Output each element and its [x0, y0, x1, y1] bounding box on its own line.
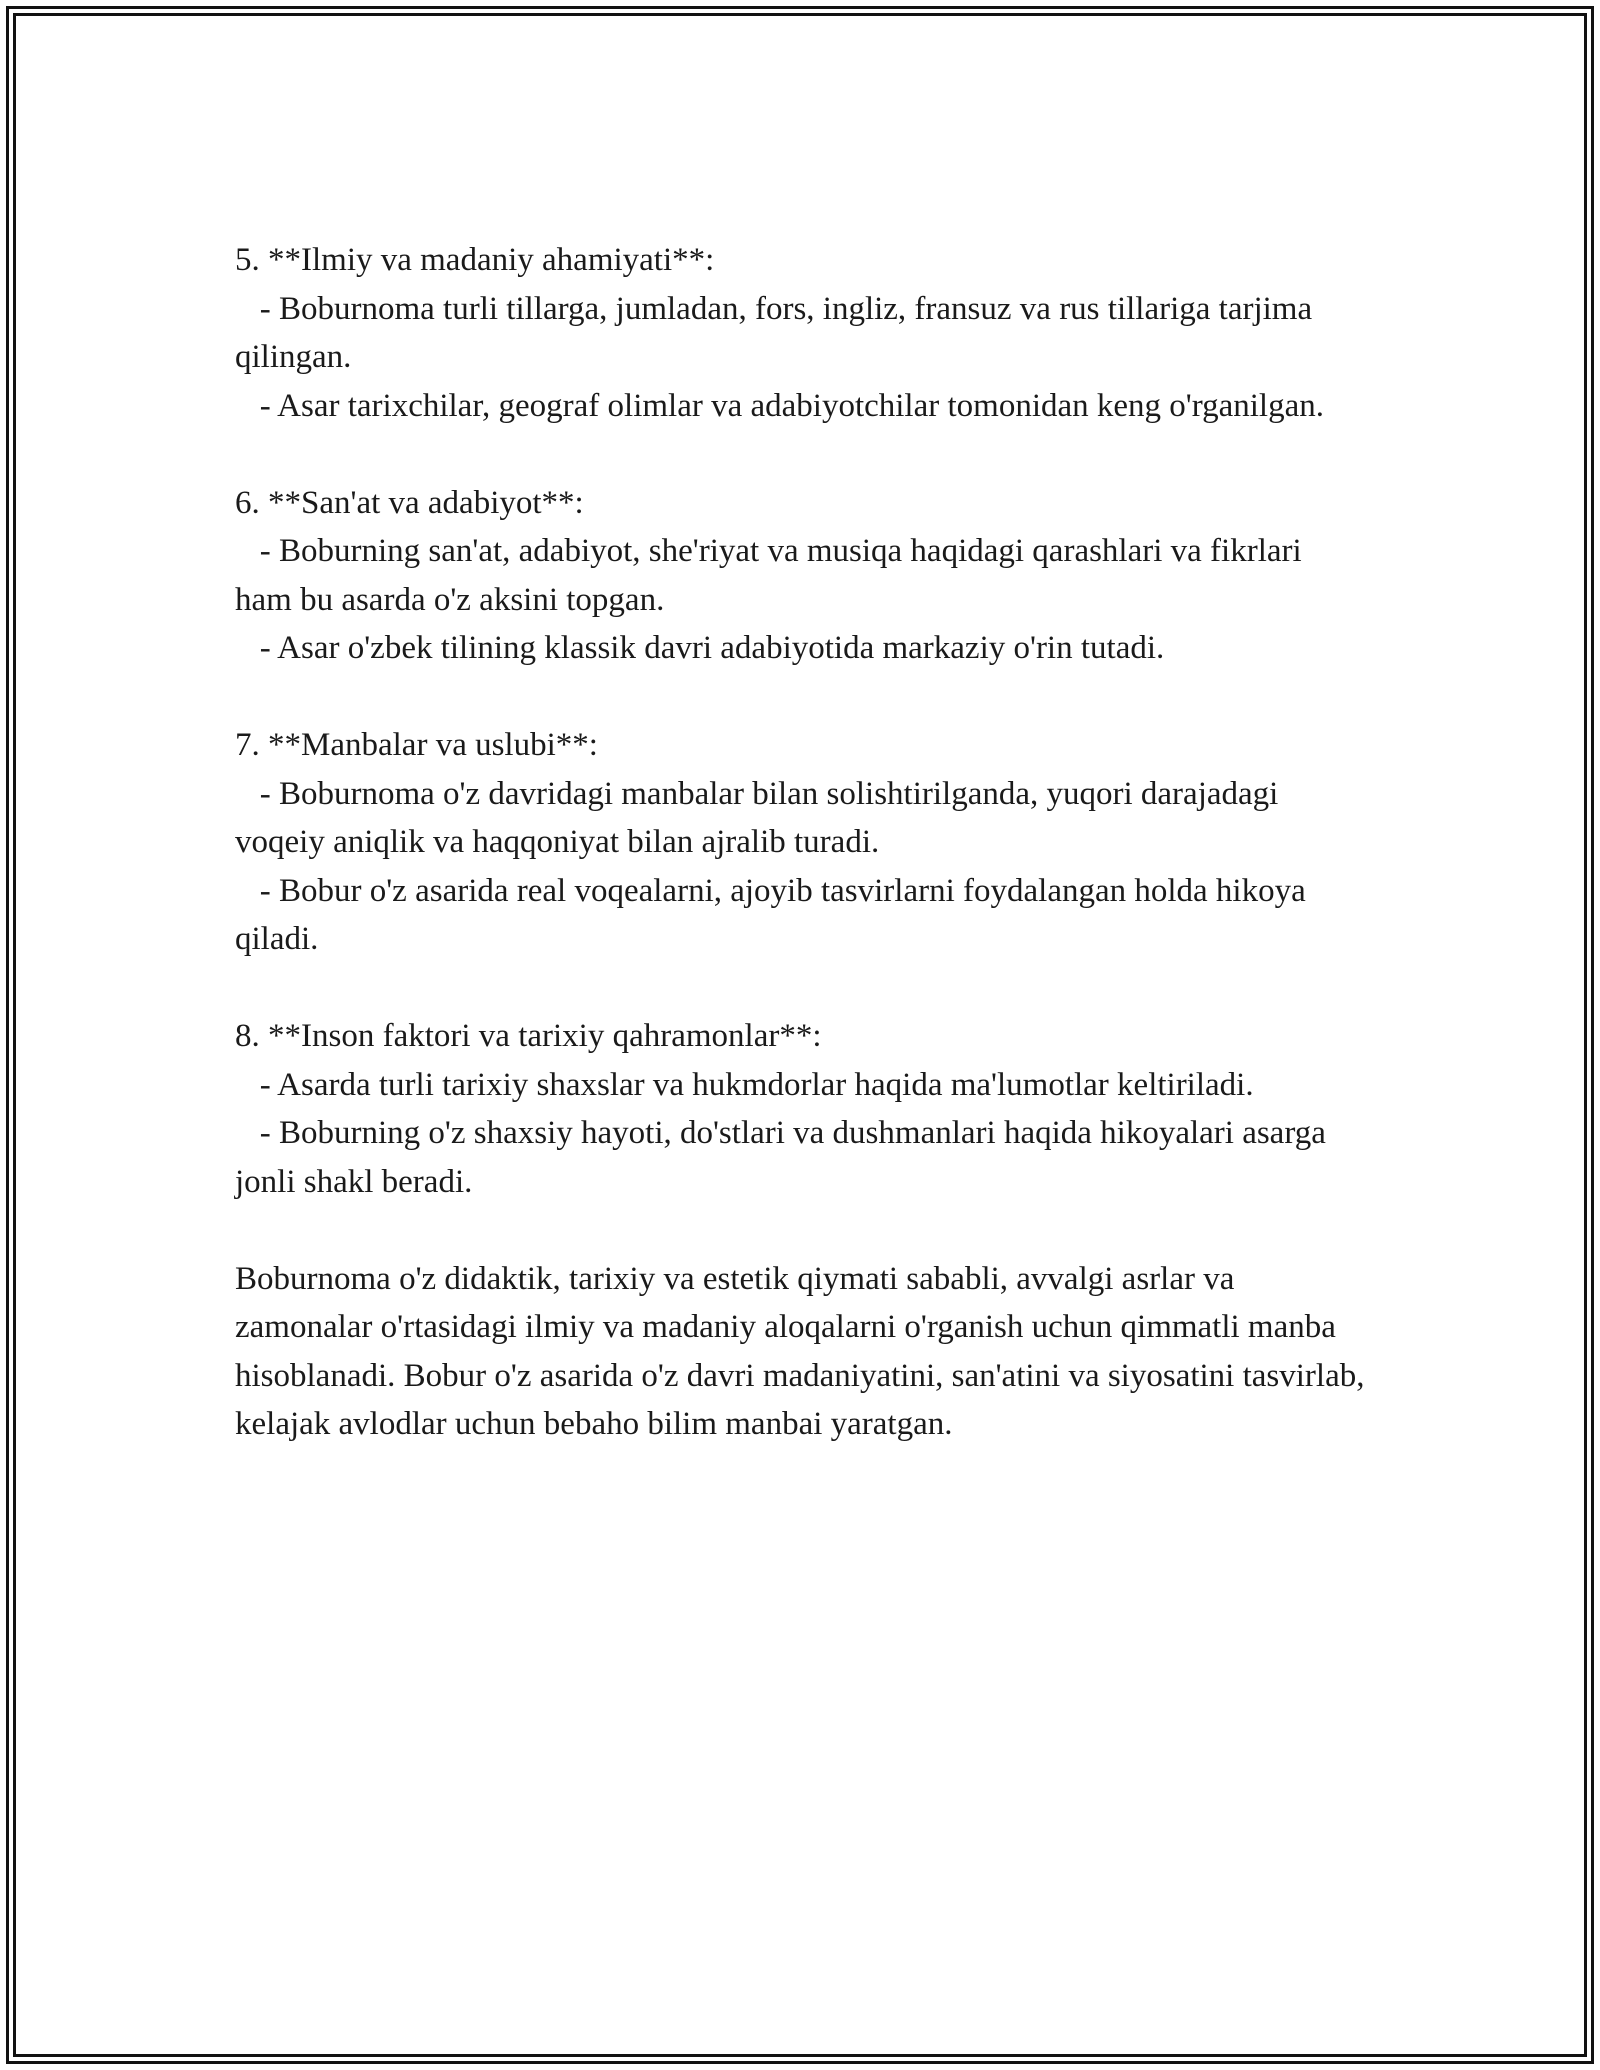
section-item: - Boburnoma turli tillarga, jumladan, fors, ingliz, fransuz va rus tillariga tarjima qilingan. — [235, 290, 1321, 375]
section-heading: 8. **Inson faktori va tarixiy qahramonlar**: — [235, 1018, 822, 1054]
section-heading: 6. **San'at va adabiyot**: — [235, 484, 584, 521]
closing-paragraph: Boburnoma o'z didaktik, tarixiy va estetik qiymati sababli, avvalgi asrlar va zamonalar o'rtasidagi ilmiy va madaniy aloqalarni o'rganish uchun qimmatli manba hisoblanadi. Bobur o'z asarida o'z davri madaniyatini, san'atini va siyosatini tasvirlab, kelajak avlodlar uchun bebaho bilim manbai yaratgan. — [235, 1260, 1373, 1442]
section-heading: 7. **Manbalar va uslubi**: — [235, 727, 598, 763]
section-item: - Asarda turli tarixiy shaxslar va hukmdorlar haqida ma'lumotlar keltiriladi. — [259, 1066, 1254, 1103]
section-item: - Boburning o'z shaxsiy hayoti, do'stlari va dushmanlari haqida hikoyalari asarga jonli shakl beradi. — [235, 1115, 1335, 1200]
section-item: - Boburning san'at, adabiyot, she'riyat va musiqa haqidagi qarashlari va fikrlari ham bu asarda o'z aksini topgan. — [235, 533, 1310, 618]
section-5 — [235, 236, 1365, 430]
section-item: - Bobur o'z asarida real voqealarni, ajoyib tasvirlarni foydalangan holda hikoya qiladi. — [235, 872, 1314, 957]
document-body — [235, 236, 1373, 1449]
section-item: - Asar o'zbek tilining klassik davri adabiyotida markaziy o'rin tutadi. — [259, 630, 1165, 666]
section-7 — [235, 721, 1365, 964]
section-item: - Asar tarixchilar, geograf olimlar va adabiyotchilar tomonidan keng o'rganilgan. — [259, 387, 1324, 424]
section-6 — [235, 479, 1365, 673]
section-8 — [235, 1012, 1365, 1206]
section-item: - Boburnoma o'z davridagi manbalar bilan solishtirilganda, yuqori darajadagi voqeiy aniqlik va haqqoniyat bilan ajralib turadi. — [235, 775, 1287, 860]
section-heading: 5. **Ilmiy va madaniy ahamiyati**: — [235, 242, 715, 278]
